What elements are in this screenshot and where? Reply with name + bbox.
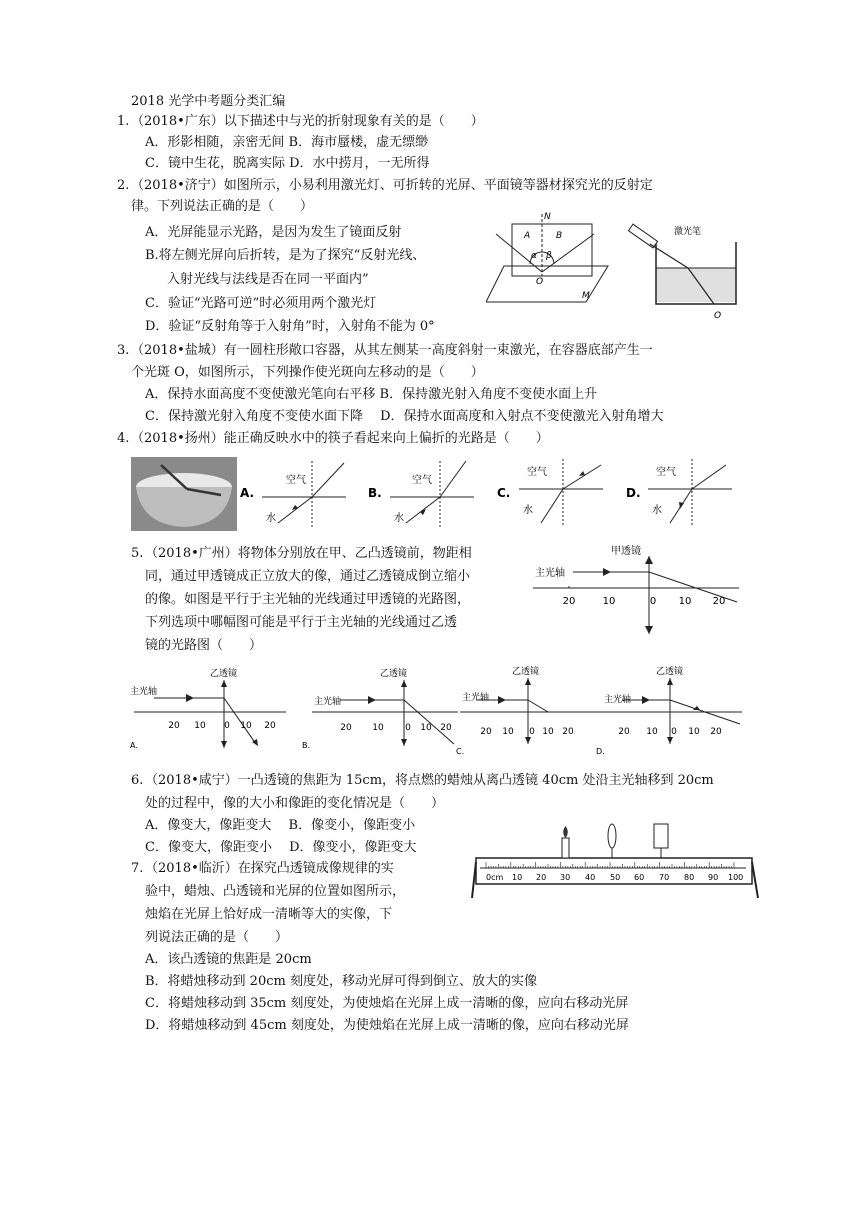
tick-label: 0 [224,721,230,731]
scale-label: 80 [684,873,695,882]
scale-label: 60 [634,873,645,882]
water-label: 水 [266,513,276,524]
tick-label: 20 [712,596,726,607]
q5-yi-option-d [594,660,744,756]
option-letter: B. [302,741,311,750]
tick-label: 10 [240,721,252,731]
label-M: M [582,291,590,301]
tick-label: 20 [340,723,352,733]
scale-label: 50 [610,873,621,882]
yi-lens-label: 乙透镜 [210,669,238,679]
option-letter: A. [130,741,138,750]
scale-label: 90 [708,873,719,882]
water-label: 水 [523,505,533,516]
q5-stem: 镜的光路图（ ） [145,638,263,653]
q3-stem: （2018•盐城）有一圆柱形敞口容器，从其左侧某一高度斜射一束激光，在容器底部产生一 [131,343,653,358]
flame-icon [563,826,568,838]
q3-option-line: C．保持激光射入角度不变使水面下降 D．保持水面高度和入射点不变使激光入射角增大 [145,409,664,424]
laser-pen-label: 激光笔 [674,227,702,237]
tick-label: 20 [264,721,276,731]
q1-option-line: C．镜中生花，脱离实际 D．水中捞月，一无所得 [145,156,430,171]
tick-label: 20 [618,727,630,737]
tick-label: 0 [405,723,411,733]
q2-stem: 律。下列说法正确的是（ ） [131,199,314,214]
q4-option-b-diagram [368,457,480,529]
q5-jia-lens-figure [533,540,743,636]
q1-stem: （2018•广东）以下描述中与光的折射现象有关的是（ ） [131,114,484,129]
q4-option-letter: A. [240,486,255,500]
q4-chopstick-photo [131,457,237,531]
document-title: 2018 光学中考题分类汇编 [131,94,286,109]
tick-label: 10 [646,727,658,737]
q5-yi-option-a [128,662,288,750]
tick-label: 10 [194,721,206,731]
q4-stem: （2018•扬州）能正确反映水中的筷子看起来向上偏折的光路是（ ） [131,431,549,446]
label-beta: β [546,251,552,261]
scale-label: 10 [512,873,523,882]
q5-yi-option-c [456,660,606,756]
q7-option-line: D．将蜡烛移动到 45cm 刻度处，为使烛焰在光屏上成一清晰的像，应向右移动光屏 [145,1018,629,1033]
q6-number: 6. [131,773,144,788]
q5-stem: 的像。如图是平行于主光轴的光线通过甲透镜的光路图， [145,592,471,607]
tick-label: 10 [420,723,432,733]
q7-number: 7. [131,861,144,876]
q5-stem: 下列选项中哪幅图可能是平行于主光轴的光线通过乙透 [145,615,458,630]
q1-option-line: A．形影相随，亲密无间 B．海市蜃楼，虚无缥缈 [145,135,429,150]
air-label: 空气 [527,467,547,478]
light-screen [654,824,668,848]
tick-label: 10 [688,727,700,737]
q7-stem: （2018•临沂）在探究凸透镜成像规律的实 [145,861,394,876]
q4-option-letter: B. [368,486,382,500]
q2-option-line: 入射光线与法线是否在同一平面内” [167,272,369,287]
scale-label: 0cm [486,873,504,882]
scale-label: 30 [560,873,571,882]
tick-label: 20 [562,727,574,737]
candle [562,838,569,858]
q7-stem: 验中，蜡烛、凸透镜和光屏的位置如图所示， [145,884,406,899]
axis-label: 主光轴 [604,695,632,705]
q7-stem: 列说法正确的是（ ） [145,930,289,945]
scale-label: 100 [728,873,744,882]
tick-label: 20 [480,727,492,737]
q7-stem: 烛焰在光屏上恰好成一清晰等大的实像，下 [145,907,393,922]
q4-option-c-diagram [497,457,609,529]
q7-option-line: B．将蜡烛移动到 20cm 刻度处，移动光屏可得到倒立、放大的实像 [145,974,537,989]
q4-option-letter: D. [626,486,641,500]
axis-label: 主光轴 [314,697,342,707]
q5-stem: 同，通过甲透镜成正立放大的像，通过乙透镜成倒立缩小 [145,569,471,584]
q5-number: 5. [131,546,144,561]
q7-option-line: C．将蜡烛移动到 35cm 刻度处，为使烛焰在光屏上成一清晰的像，应向右移动光屏 [145,996,629,1011]
tick-label: 20 [710,727,722,737]
tick-label: 10 [678,596,692,607]
axis-label: 主光轴 [535,568,565,579]
q6-stem: （2018•咸宁）一凸透镜的焦距为 15cm，将点燃的蜡烛从离凸透镜 40cm 处沿主光轴移到 20cm [145,773,714,788]
tick-label: 10 [602,596,616,607]
convex-lens [608,824,616,848]
q2-number: 2. [117,178,130,193]
tick-label: 20 [440,723,452,733]
q3-container-figure [626,222,746,322]
tick-label: 10 [502,727,514,737]
water-label: 水 [394,513,404,524]
q4-option-letter: C. [497,486,511,500]
air-label: 空气 [656,467,676,478]
tick-label: 10 [542,727,554,737]
tick-label: 0 [671,727,677,737]
label-B: B [556,231,563,241]
q4-number: 4. [117,431,130,446]
air-label: 空气 [286,475,306,486]
q6-option-line: A．像变大，像距变大 B．像变小，像距变小 [145,818,416,833]
q4-option-a-diagram [240,457,352,529]
q5-yi-option-b [300,662,460,750]
label-A: A [524,231,531,241]
scale-label: 20 [536,873,547,882]
scale-label: 40 [585,873,596,882]
water-label: 水 [652,505,662,516]
q3-stem: 个光斑 O，如图所示，下列操作使光斑向左移动的是（ ） [131,365,484,380]
axis-label: 主光轴 [462,693,490,703]
scale-label: 70 [659,873,670,882]
label-O: O [536,277,544,287]
q2-option-line: C．验证“光路可逆”时必须用两个激光灯 [145,296,377,311]
q5-stem: （2018•广州）将物体分别放在甲、乙凸透镜前，物距相 [145,546,472,561]
q2-option-line: D．验证“反射角等于入射角”时，入射角不能为 0° [145,319,435,334]
tick-label: 20 [168,721,180,731]
q7-optical-bench-figure [470,822,760,900]
jia-lens-label: 甲透镜 [611,546,641,557]
yi-lens-label: 乙透镜 [656,667,684,677]
q2-mirror-figure [486,210,620,306]
q2-stem: （2018•济宁）如图所示，小易利用激光灯、可折转的光屏、平面镜等器材探究光的反射定 [131,178,653,193]
q3-option-line: A．保持水面高度不变使激光笔向右平移 B．保持激光射入角度不变使水面上升 [145,387,598,402]
yi-lens-label: 乙透镜 [380,669,408,679]
q6-stem: 处的过程中，像的大小和像距的变化情况是（ ） [145,796,445,811]
yi-lens-label: 乙透镜 [512,667,540,677]
q6-option-line: C．像变大，像距变小 D．像变小，像距变大 [145,840,417,855]
label-N: N [544,212,551,222]
tick-label: 0 [649,596,657,607]
air-label: 空气 [412,475,432,486]
tick-label: 10 [372,723,384,733]
q7-option-line: A．该凸透镜的焦距是 20cm [145,952,312,967]
tick-label: 20 [562,596,576,607]
axis-label: 主光轴 [130,687,158,697]
option-letter: D. [596,747,605,756]
tick-label: 0 [529,727,535,737]
q1-number: 1. [117,114,130,129]
q2-option-line: B.将左侧光屏向后折转，是为了探究“反射光线、 [145,248,426,263]
q2-option-line: A．光屏能显示光路，是因为发生了镜面反射 [145,225,402,240]
option-letter: C. [456,747,465,756]
q4-option-d-diagram [626,457,738,529]
label-alpha: α [531,251,537,261]
q3-number: 3. [117,343,130,358]
spot-o-label: O [714,311,722,321]
